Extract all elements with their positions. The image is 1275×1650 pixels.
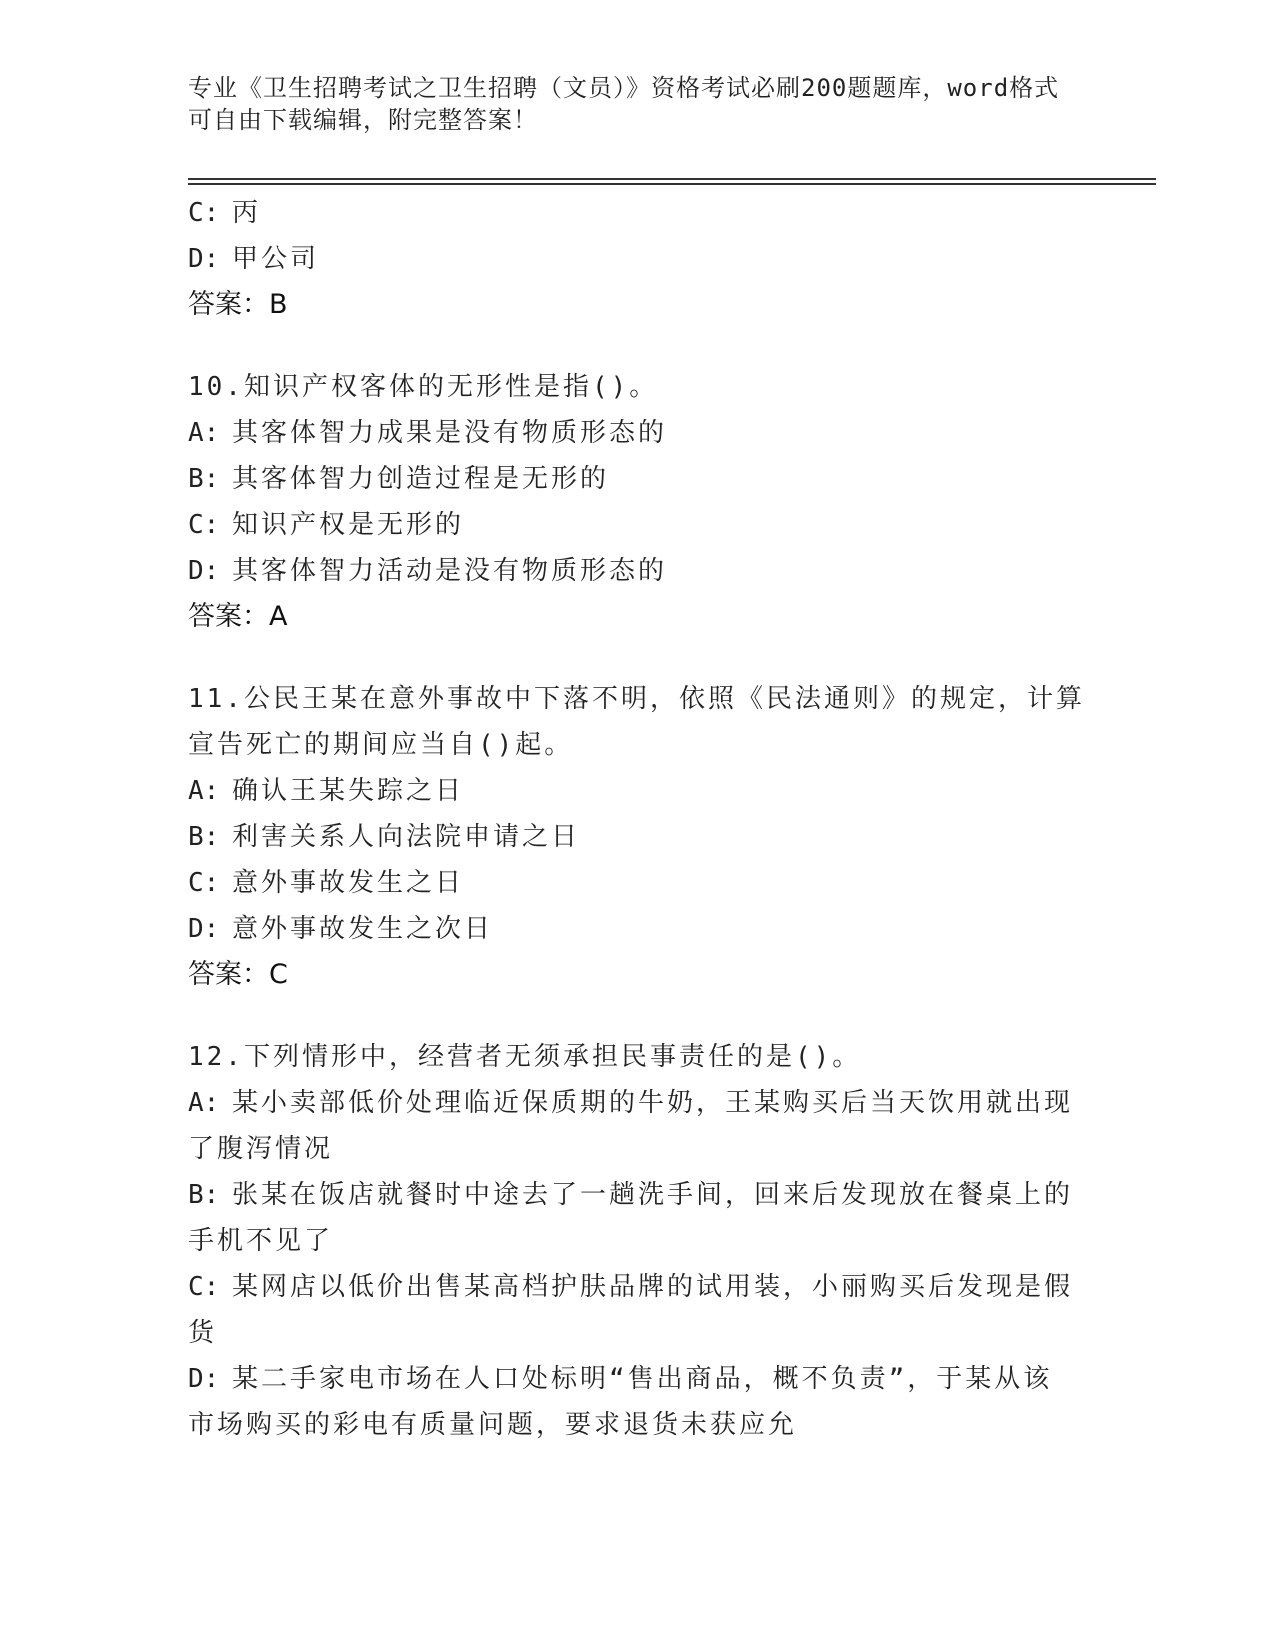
previous-question-tail: [188, 190, 1088, 328]
question-stem-line-2: 宣告死亡的期间应当自()起。: [188, 730, 574, 760]
option-c: C: 某网店以低价出售某高档护肤品牌的试用装，小丽购买后发现是假 货: [188, 1272, 1074, 1348]
option-c: C: 丙: [188, 198, 262, 228]
answer: 答案：A: [188, 601, 288, 632]
question-10: [188, 364, 1088, 640]
header-line-2: 可自由下载编辑，附完整答案！: [188, 106, 538, 134]
option-c: C: 知识产权是无形的: [188, 510, 465, 540]
question-stem: 10.知识产权客体的无形性是指()。: [188, 372, 659, 402]
answer: 答案：C: [188, 959, 288, 990]
header-line-1: 专业《卫生招聘考试之卫生招聘（文员）》资格考试必刷200题题库，word格式: [188, 74, 1060, 102]
option-b: B: 利害关系人向法院申请之日: [188, 822, 581, 852]
answer: 答案：B: [188, 289, 288, 320]
option-a: A: 确认王某失踪之日: [188, 776, 465, 806]
document-header: [188, 72, 1068, 136]
question-stem: 12.下列情形中，经营者无须承担民事责任的是()。: [188, 1042, 862, 1072]
option-b: B: 其客体智力创造过程是无形的: [188, 464, 610, 494]
document-body: [188, 190, 1088, 1448]
option-a: A: 其客体智力成果是没有物质形态的: [188, 418, 668, 448]
question-12: [188, 1034, 1088, 1448]
header-divider-top: [188, 178, 1156, 180]
option-d: D: 某二手家电市场在人口处标明“售出商品，概不负责”，于某从该 市场购买的彩电有质量问题，要求退货未获应允: [188, 1364, 1053, 1440]
option-c: C: 意外事故发生之日: [188, 868, 465, 898]
option-d: D: 意外事故发生之次日: [188, 914, 494, 944]
option-d: D: 甲公司: [188, 244, 320, 274]
question-stem-line-1: 11.公民王某在意外事故中下落不明，依照《民法通则》的规定，计算: [188, 684, 1085, 714]
option-d: D: 其客体智力活动是没有物质形态的: [188, 556, 668, 586]
option-b: B: 张某在饭店就餐时中途去了一趟洗手间，回来后发现放在餐桌上的 手机不见了: [188, 1180, 1074, 1256]
question-11: [188, 676, 1088, 998]
option-a: A: 某小卖部低价处理临近保质期的牛奶，王某购买后当天饮用就出现 了腹泻情况: [188, 1088, 1074, 1164]
header-divider-bottom: [188, 183, 1156, 185]
